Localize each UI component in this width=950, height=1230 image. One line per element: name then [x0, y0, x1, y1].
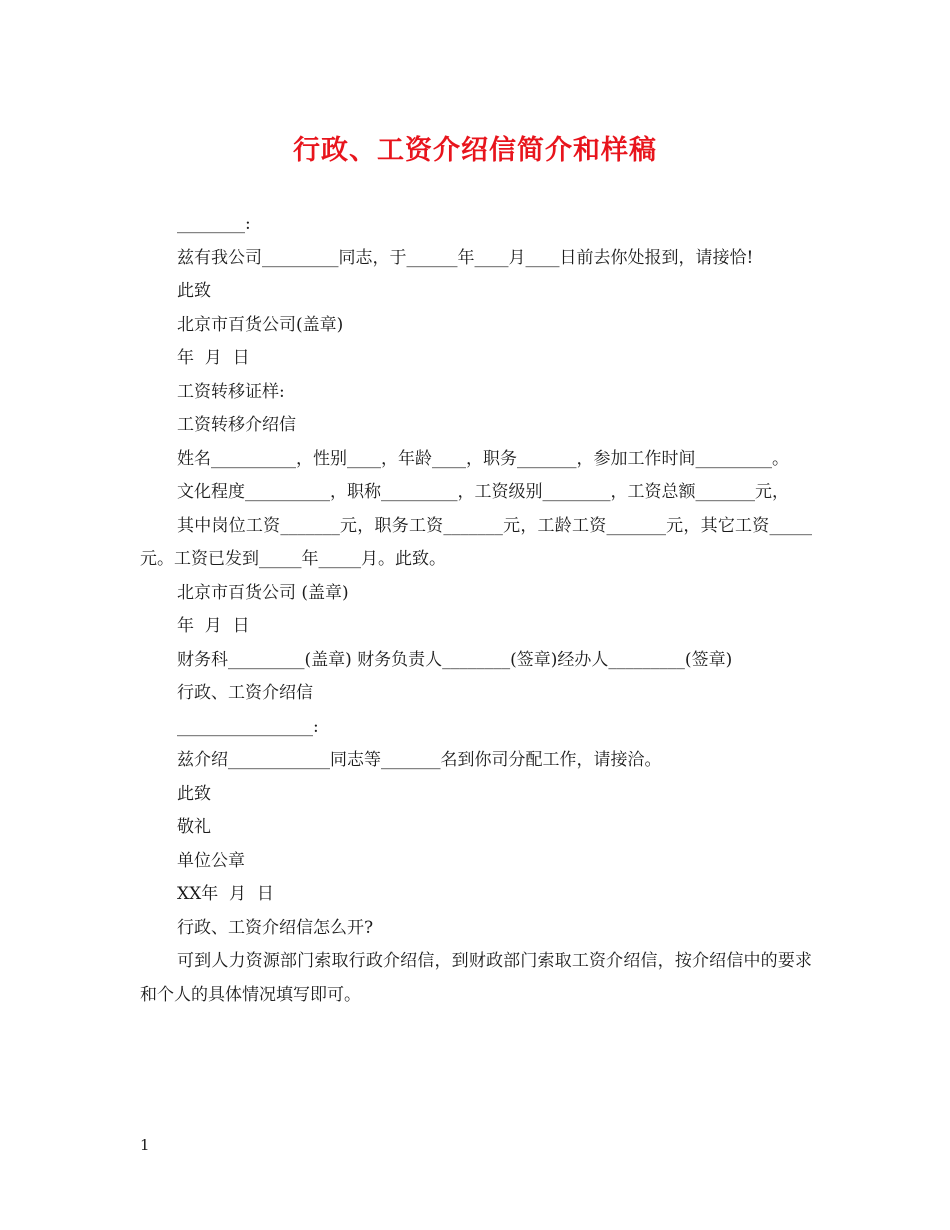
page-number: 1 — [140, 1136, 150, 1154]
document-title: 行政、工资介绍信简介和样稿 — [293, 135, 657, 166]
closing-jingli: 敬礼 — [177, 817, 211, 837]
addressee-line-2: ________________: — [177, 716, 319, 737]
personal-info-paragraph: 姓名__________，性别____，年龄____，职务_______，参加工作时间_________。 — [177, 448, 789, 469]
salary-breakdown-paragraph: 其中岗位工资_______元，职务工资_______元，工龄工资_______元，其它工资_____元。工资已发到_____年_____月。此致。 — [140, 515, 812, 569]
date-line: 年 月 日 — [177, 348, 250, 368]
salary-transfer-letter-heading: 工资转移介绍信 — [177, 415, 296, 435]
salary-transfer-sample-heading: 工资转移证样: — [177, 381, 285, 402]
finance-signature-line: 财务科_________(盖章) 财务负责人________(签章)经办人_________(签章) — [177, 649, 733, 670]
how-to-question: 行政、工资介绍信怎么开? — [177, 917, 374, 938]
closing-cizhi-2: 此致 — [177, 783, 211, 804]
addressee-line: ________: — [177, 214, 251, 234]
education-salary-paragraph: 文化程度__________，职称_________，工资级别________，工资总额_______元， — [177, 482, 789, 502]
date-line-2: 年 月 日 — [177, 616, 250, 636]
company-seal-line: 北京市百货公司(盖章) — [177, 314, 344, 335]
admin-salary-letter-heading: 行政、工资介绍信 — [177, 683, 313, 703]
how-to-answer: 可到人力资源部门索取行政介绍信，到财政部门索取工资介绍信，按介绍信中的要求和个人的具体情况填写即可。 — [140, 951, 812, 1005]
unit-seal-line: 单位公章 — [177, 850, 245, 871]
introduction-sentence: 兹介绍____________同志等_______名到你司分配工作，请接洽。 — [177, 750, 662, 770]
document-body — [140, 208, 812, 1012]
date-line-3: XX年 月 日 — [177, 884, 274, 904]
closing-cizhi: 此致 — [177, 281, 211, 301]
company-seal-line-2: 北京市百货公司 (盖章) — [177, 582, 349, 603]
report-sentence: 兹有我公司_________同志，于______年____月____日前去你处报到，请接恰! — [177, 247, 754, 268]
